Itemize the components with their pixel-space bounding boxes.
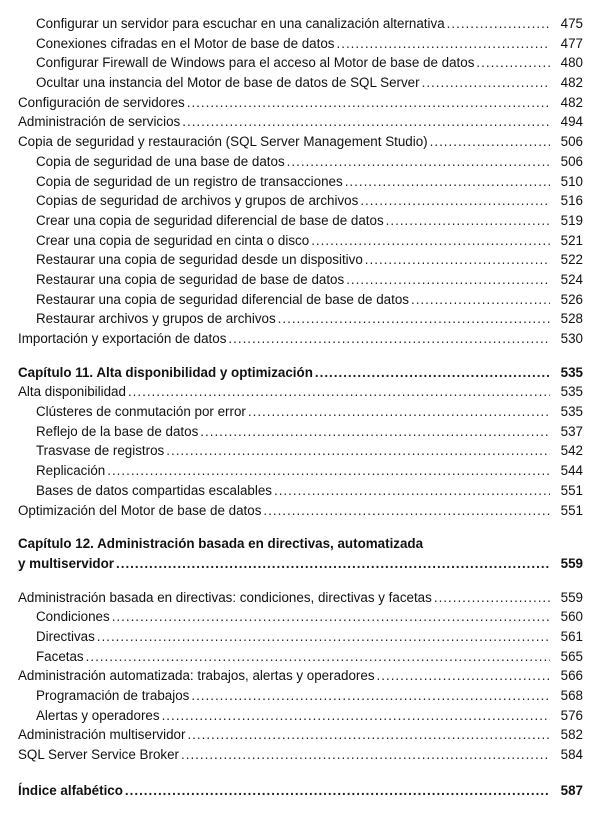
toc-entry[interactable] — [18, 93, 583, 113]
toc-entry[interactable] — [18, 501, 583, 521]
dot-leader — [377, 666, 550, 686]
entry-title: Restaurar una copia de seguridad desde un dispositivo — [36, 252, 363, 268]
toc-section — [18, 14, 583, 349]
toc-entry[interactable] — [18, 132, 583, 152]
entry-title: Capítulo 12. Administración basada en directivas, automatizada — [18, 536, 424, 552]
entry-title: Configuración de servidores — [18, 94, 185, 110]
toc-entry[interactable] — [18, 481, 583, 501]
chapter-entry[interactable] — [18, 781, 583, 801]
toc-entry[interactable] — [18, 745, 583, 765]
entry-title: Conexiones cifradas en el Motor de base de datos — [36, 35, 335, 51]
page-number: 561 — [560, 628, 583, 644]
entry-title: Configurar un servidor para escuchar en una canalización alternativa — [36, 16, 445, 31]
page-number: 551 — [560, 502, 583, 518]
page-number: 535 — [560, 384, 583, 400]
dot-leader — [447, 14, 550, 34]
dot-leader — [411, 290, 550, 310]
entry-title: y multiservidor — [18, 555, 114, 571]
page-number: 506 — [560, 134, 583, 150]
page-number: 565 — [560, 648, 583, 664]
chapter-entry[interactable] — [18, 554, 583, 574]
page-number: 524 — [560, 271, 583, 287]
page-number: 537 — [560, 423, 583, 439]
toc-entry[interactable] — [18, 250, 583, 270]
page-number: 494 — [560, 114, 583, 130]
toc-entry[interactable] — [18, 627, 583, 647]
page-number: 560 — [560, 609, 583, 625]
page-number: 482 — [560, 75, 583, 91]
entry-title: Restaurar una copia de seguridad diferencial de base de datos — [36, 291, 409, 307]
entry-title: Crear una copia de seguridad diferencial de base de datos — [36, 212, 384, 228]
dot-leader — [430, 132, 550, 152]
page-number: 526 — [560, 291, 583, 307]
toc-section — [18, 363, 583, 521]
toc-entry[interactable] — [18, 329, 583, 349]
entry-title: Condiciones — [36, 609, 110, 625]
toc-entry[interactable] — [18, 309, 583, 329]
toc-entry[interactable] — [18, 422, 583, 442]
dot-leader — [263, 501, 550, 521]
dot-leader — [422, 73, 550, 93]
toc-entry[interactable] — [18, 402, 583, 422]
page-number: 477 — [560, 35, 583, 51]
entry-title: Optimización del Motor de base de datos — [18, 502, 262, 518]
entry-title: Programación de trabajos — [36, 688, 190, 703]
chapter-entry[interactable] — [18, 363, 583, 383]
dot-leader — [97, 627, 550, 647]
entry-title: Copia de seguridad de una base de datos — [36, 153, 285, 169]
page-number: 506 — [560, 153, 583, 169]
toc-section — [18, 781, 583, 801]
page-number: 542 — [560, 443, 583, 459]
page-number: 559 — [560, 589, 583, 605]
toc-entry[interactable] — [18, 34, 583, 54]
page-number: 582 — [560, 727, 583, 743]
entry-title: Bases de datos compartidas escalables — [36, 482, 272, 498]
toc-entry[interactable] — [18, 290, 583, 310]
dot-leader — [337, 34, 551, 54]
entry-title: Administración basada en directivas: condiciones, directivas y facetas — [18, 589, 432, 605]
dot-leader — [315, 363, 550, 383]
entry-title: Configurar Firewall de Windows para el acceso al Motor de base de datos — [36, 55, 475, 71]
toc-entry[interactable] — [18, 211, 583, 231]
page-number: 535 — [560, 404, 583, 420]
entry-title: Restaurar archivos y grupos de archivos — [36, 311, 276, 327]
dot-leader — [86, 647, 550, 667]
toc-entry[interactable] — [18, 270, 583, 290]
dot-leader — [365, 250, 550, 270]
entry-title: Copia de seguridad y restauración (SQL Server Management Studio) — [18, 134, 428, 150]
toc-entry[interactable] — [18, 666, 583, 686]
dot-leader — [181, 745, 550, 765]
toc-entry[interactable] — [18, 53, 583, 73]
toc-entry[interactable] — [18, 231, 583, 251]
dot-leader — [162, 706, 550, 726]
page-number: 559 — [560, 555, 583, 571]
dot-leader — [278, 309, 550, 329]
entry-title: Reflejo de la base de datos — [36, 423, 199, 439]
page-number: 528 — [560, 311, 583, 327]
page-number: 510 — [560, 173, 583, 189]
entry-title: Alta disponibilidad — [18, 384, 126, 400]
dot-leader — [434, 588, 550, 608]
dot-leader — [166, 441, 550, 461]
dot-leader — [107, 461, 550, 481]
entry-title: Trasvase de registros — [36, 443, 165, 459]
entry-title: Administración de servicios — [18, 114, 181, 130]
page-number: 521 — [560, 232, 583, 248]
entry-title: Índice alfabético — [18, 782, 123, 798]
toc-entry[interactable] — [18, 441, 583, 461]
entry-title: Directivas — [36, 628, 95, 644]
dot-leader — [187, 93, 550, 113]
entry-title: Restaurar una copia de seguridad de base de datos — [36, 271, 345, 287]
page-number: 584 — [560, 747, 583, 763]
toc-entry[interactable] — [18, 112, 583, 132]
page-number: 535 — [560, 364, 583, 380]
page-number: 516 — [560, 193, 583, 209]
toc-section — [18, 534, 583, 573]
entry-title: Importación y exportación de datos — [18, 331, 227, 346]
entry-title: Ocultar una instancia del Motor de base de datos de SQL Server — [36, 75, 420, 91]
entry-title: Alertas y operadores — [36, 707, 160, 723]
entry-title: SQL Server Service Broker — [18, 747, 179, 763]
dot-leader — [311, 231, 550, 251]
dot-leader — [128, 382, 550, 402]
toc-entry[interactable] — [18, 725, 583, 745]
entry-title: Capítulo 11. Alta disponibilidad y optimización — [18, 364, 313, 380]
toc-entry[interactable] — [18, 686, 583, 706]
toc-entry[interactable] — [18, 588, 583, 608]
toc-section — [18, 588, 583, 765]
page-number: 522 — [560, 252, 583, 268]
entry-title: Clústeres de conmutación por error — [36, 404, 246, 420]
toc-entry[interactable] — [18, 172, 583, 192]
entry-title: Administración automatizada: trabajos, alertas y operadores — [18, 668, 375, 684]
page-number: 587 — [560, 782, 583, 798]
dot-leader — [360, 191, 550, 211]
dot-leader — [274, 481, 550, 501]
page-number: 566 — [560, 668, 583, 684]
page-number: 480 — [560, 55, 583, 71]
toc-entry[interactable] — [18, 461, 583, 481]
dot-leader — [200, 422, 550, 442]
entry-title: Crear una copia de seguridad en cinta o disco — [36, 232, 310, 248]
toc-entry[interactable] — [18, 191, 583, 211]
page-number: 530 — [560, 331, 583, 346]
toc-entry[interactable] — [18, 706, 583, 726]
toc-entry[interactable] — [18, 73, 583, 93]
dot-leader — [345, 172, 550, 192]
page-number: 576 — [560, 707, 583, 723]
toc-entry[interactable] — [18, 152, 583, 172]
page-number: 519 — [560, 212, 583, 228]
dot-leader — [346, 270, 550, 290]
dot-leader — [187, 725, 550, 745]
dot-leader — [191, 686, 550, 706]
entry-title: Administración multiservidor — [18, 727, 186, 743]
table-of-contents — [18, 14, 583, 800]
page-number: 482 — [560, 94, 583, 110]
page-number: 544 — [560, 463, 583, 479]
chapter-entry[interactable] — [18, 534, 583, 554]
toc-entry[interactable] — [18, 607, 583, 627]
dot-leader — [125, 781, 550, 801]
dot-leader — [386, 211, 550, 231]
entry-title: Facetas — [36, 648, 84, 664]
page-number: 475 — [560, 16, 583, 31]
page-number: 568 — [560, 688, 583, 703]
dot-leader — [287, 152, 550, 172]
dot-leader — [248, 402, 550, 422]
toc-entry[interactable] — [18, 647, 583, 667]
toc-entry[interactable] — [18, 382, 583, 402]
toc-entry[interactable] — [18, 14, 583, 34]
dot-leader — [116, 554, 550, 574]
entry-title: Replicación — [36, 463, 106, 479]
dot-leader — [476, 53, 550, 73]
entry-title: Copia de seguridad de un registro de transacciones — [36, 173, 343, 189]
dot-leader — [228, 329, 550, 349]
entry-title: Copias de seguridad de archivos y grupos de archivos — [36, 193, 359, 209]
dot-leader — [112, 607, 550, 627]
dot-leader — [182, 112, 550, 132]
page-number: 551 — [560, 482, 583, 498]
